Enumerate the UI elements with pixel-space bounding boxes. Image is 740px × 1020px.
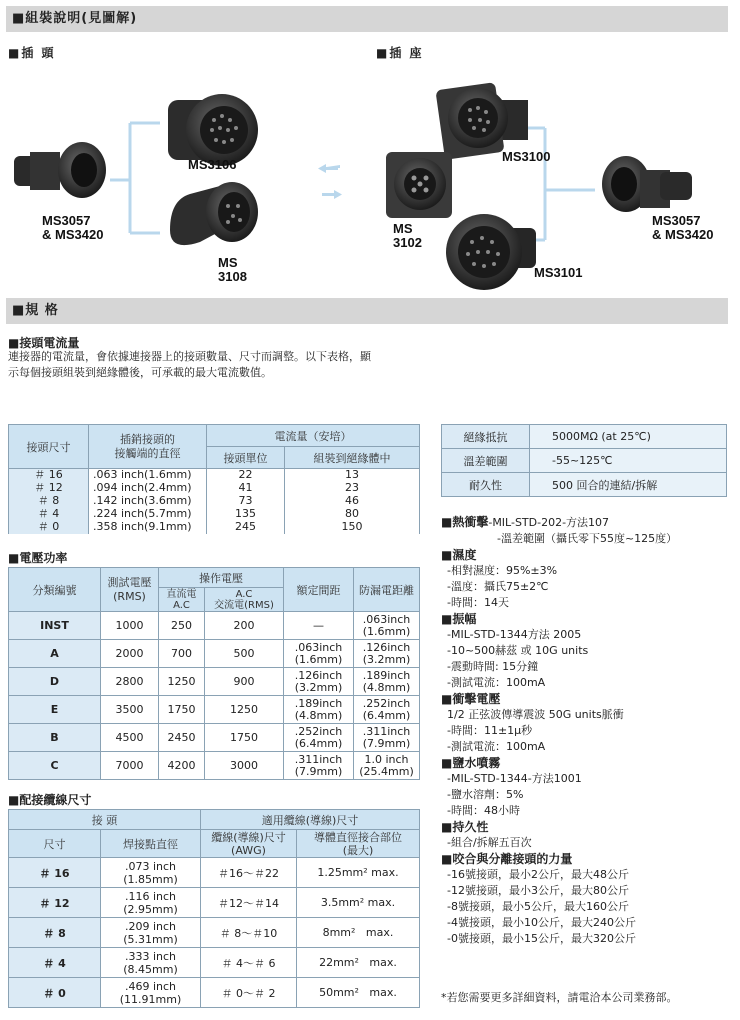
cell-rated: — bbox=[284, 612, 354, 640]
ms3102-image bbox=[386, 152, 452, 218]
cell-rated: .252inch (6.4mm) bbox=[284, 724, 354, 752]
cell-insulated: 46 bbox=[284, 495, 419, 508]
cell-diameter: .063 inch(1.6mm) bbox=[89, 469, 207, 482]
cell-insulated: 23 bbox=[284, 482, 419, 495]
cell-class: INST bbox=[9, 612, 101, 640]
cell-solder: .209 inch (5.31mm) bbox=[101, 918, 201, 948]
wire-row bbox=[9, 888, 420, 918]
col-current: 電流量（安培） bbox=[207, 425, 420, 447]
voltage-row bbox=[9, 640, 420, 668]
col-awg: 纜線(導線)尺寸 (AWG) bbox=[201, 830, 297, 858]
cell-diameter: .224 inch(5.7mm) bbox=[89, 508, 207, 521]
label-ms3108: MS 3108 bbox=[218, 255, 247, 284]
ms3057-left-image bbox=[14, 142, 106, 198]
cell-ac: 1750 bbox=[205, 724, 284, 752]
cell-leak: .126inch (3.2mm) bbox=[354, 640, 420, 668]
voltage-row bbox=[9, 696, 420, 724]
assembly-banner: ■組裝說明(見圖解) bbox=[6, 6, 728, 32]
cell-ac: 1250 bbox=[205, 696, 284, 724]
col-leak: 防漏電距離 bbox=[354, 568, 420, 612]
current-text-1: 連接器的電流量，會依據連接器上的接頭數量、尺寸而調整。以下表格，顯 bbox=[8, 350, 371, 363]
col-unit: 接頭單位 bbox=[207, 447, 285, 469]
col-size: 接頭尺寸 bbox=[9, 425, 89, 469]
label-ms3057-left: MS3057 & MS3420 bbox=[42, 213, 104, 242]
col-class: 分類編號 bbox=[9, 568, 101, 612]
spec-item: -時間：14天 bbox=[447, 596, 509, 609]
cell-wsize: ＃ 12 bbox=[9, 888, 101, 918]
label-ms3102: MS 3102 bbox=[393, 221, 422, 250]
ms3101-image bbox=[446, 214, 536, 290]
voltage-heading: ■電壓功率 bbox=[8, 551, 68, 565]
cell-awg: ＃16～＃22 bbox=[201, 858, 297, 888]
cell-conductor: 3.5mm² max. bbox=[297, 888, 420, 918]
cell-size: ＃ 12 bbox=[9, 482, 89, 495]
cell-unit: 41 bbox=[207, 482, 285, 495]
ms3108-image bbox=[170, 182, 258, 245]
ms3106-image bbox=[168, 94, 258, 166]
spec-item: -測試電流：100mA bbox=[447, 740, 546, 753]
wire-heading: ■配接纜線尺寸 bbox=[8, 793, 92, 807]
property-label: 絕緣抵抗 bbox=[442, 425, 530, 449]
cell-size: ＃ 16 bbox=[9, 469, 89, 482]
cell-conductor: 22mm² max. bbox=[297, 948, 420, 978]
cell-wsize: ＃ 0 bbox=[9, 978, 101, 1008]
cell-class: C bbox=[9, 752, 101, 780]
cell-rated: .063inch (1.6mm) bbox=[284, 640, 354, 668]
cell-dc: 700 bbox=[159, 640, 205, 668]
col-insulated: 組裝到絕緣體中 bbox=[284, 447, 419, 469]
current-row bbox=[9, 495, 420, 508]
cell-class: A bbox=[9, 640, 101, 668]
shock-line bbox=[441, 514, 731, 531]
cell-conductor: 8mm² max. bbox=[297, 918, 420, 948]
current-row bbox=[9, 469, 420, 482]
ms3057-right-image bbox=[602, 156, 692, 212]
property-label: 溫差範圍 bbox=[442, 449, 530, 473]
property-value: 500 回合的連結/拆解 bbox=[530, 473, 727, 497]
cell-leak: .252inch (6.4mm) bbox=[354, 696, 420, 724]
cell-test: 1000 bbox=[101, 612, 159, 640]
spec-group-heading: ■振幅 bbox=[441, 612, 477, 626]
current-row bbox=[9, 508, 420, 521]
cell-awg: ＃ 4～＃ 6 bbox=[201, 948, 297, 978]
cell-test: 4500 bbox=[101, 724, 159, 752]
cell-solder: .333 inch (8.45mm) bbox=[101, 948, 201, 978]
cell-conductor: 1.25mm² max. bbox=[297, 858, 420, 888]
cell-insulated: 13 bbox=[284, 469, 419, 482]
col-wsize: 尺寸 bbox=[9, 830, 101, 858]
spec-group-heading: ■熱衝擊 bbox=[441, 515, 489, 529]
voltage-table bbox=[8, 567, 420, 780]
cell-ac: 3000 bbox=[205, 752, 284, 780]
col-conductor: 導體直徑接合部位 (最大) bbox=[297, 830, 420, 858]
cell-size: ＃ 4 bbox=[9, 508, 89, 521]
spec-group-heading: ■衝擊電壓 bbox=[441, 692, 501, 706]
label-ms3100: MS3100 bbox=[502, 149, 551, 164]
cell-rated: .189inch (4.8mm) bbox=[284, 696, 354, 724]
cell-insulated: 150 bbox=[284, 521, 419, 534]
cell-wsize: ＃ 16 bbox=[9, 858, 101, 888]
property-label: 耐久性 bbox=[442, 473, 530, 497]
spec-item: -時間：48小時 bbox=[447, 804, 520, 817]
cell-diameter: .358 inch(9.1mm) bbox=[89, 521, 207, 534]
spec-item: -震動時間: 15分鐘 bbox=[447, 660, 539, 673]
property-row bbox=[442, 473, 727, 497]
label-ms3057-right: MS3057 & MS3420 bbox=[652, 213, 714, 242]
spec-group-heading: ■咬合與分離接頭的力量 bbox=[441, 852, 573, 866]
spec-item: -溫度：攝氏75±2℃ bbox=[447, 580, 549, 593]
cell-leak: 1.0 inch (25.4mm) bbox=[354, 752, 420, 780]
wire-table bbox=[8, 809, 420, 1008]
cell-wsize: ＃ 4 bbox=[9, 948, 101, 978]
spec-group-heading: ■濕度 bbox=[441, 548, 477, 562]
cell-class: D bbox=[9, 668, 101, 696]
spec-item: -4號接頭，最小10公斤，最大240公斤 bbox=[447, 916, 636, 929]
cell-class: E bbox=[9, 696, 101, 724]
wire-row bbox=[9, 948, 420, 978]
properties-table bbox=[441, 424, 727, 497]
cell-class: B bbox=[9, 724, 101, 752]
cell-dc: 2450 bbox=[159, 724, 205, 752]
cell-test: 7000 bbox=[101, 752, 159, 780]
spec-item: -時間：11±1μ秒 bbox=[447, 724, 533, 737]
spec-item: -相對濕度：95%±3% bbox=[447, 564, 558, 577]
connector-illustration bbox=[0, 60, 740, 290]
label-ms3106: MS3106 bbox=[188, 157, 237, 172]
spec-banner: ■規 格 bbox=[6, 298, 728, 324]
cell-diameter: .094 inch(2.4mm) bbox=[89, 482, 207, 495]
cell-conductor: 50mm² max. bbox=[297, 978, 420, 1008]
col-diameter: 插銷接頭的 接觸端的直徑 bbox=[89, 425, 207, 469]
cell-solder: .073 inch (1.85mm) bbox=[101, 858, 201, 888]
wire-row bbox=[9, 978, 420, 1008]
cell-dc: 1750 bbox=[159, 696, 205, 724]
voltage-row bbox=[9, 724, 420, 752]
voltage-row bbox=[9, 752, 420, 780]
cell-dc: 4200 bbox=[159, 752, 205, 780]
env-spec-list bbox=[441, 514, 731, 947]
wire-row bbox=[9, 858, 420, 888]
col-dc: 直流電 A.C bbox=[159, 588, 205, 612]
col-test: 測試電壓 (RMS) bbox=[101, 568, 159, 612]
spec-item: -MIL-STD-1344方法 2005 bbox=[447, 628, 582, 641]
current-row bbox=[9, 482, 420, 495]
cell-awg: ＃12～＃14 bbox=[201, 888, 297, 918]
current-text-2: 示每個接頭組裝到絕緣體後，可承載的最大電流數值。 bbox=[8, 366, 272, 379]
property-value: 5000MΩ (at 25℃) bbox=[530, 425, 727, 449]
spec-group-heading: ■持久性 bbox=[441, 820, 489, 834]
cell-awg: ＃ 0～＃ 2 bbox=[201, 978, 297, 1008]
voltage-row bbox=[9, 612, 420, 640]
shock-standard: -MIL-STD-202-方法107 bbox=[488, 516, 610, 529]
cell-rated: .126inch (3.2mm) bbox=[284, 668, 354, 696]
spec-item: -0號接頭，最小15公斤，最大320公斤 bbox=[447, 932, 636, 945]
label-ms3101: MS3101 bbox=[534, 265, 583, 280]
plug-heading: ■插 頭 bbox=[8, 46, 56, 60]
cell-test: 2800 bbox=[101, 668, 159, 696]
cell-dc: 250 bbox=[159, 612, 205, 640]
cell-solder: .469 inch (11.91mm) bbox=[101, 978, 201, 1008]
col-ac: A.C 交流電(RMS) bbox=[205, 588, 284, 612]
col-contact: 接 頭 bbox=[9, 810, 201, 830]
cell-awg: ＃ 8～＃10 bbox=[201, 918, 297, 948]
property-row bbox=[442, 449, 727, 473]
cell-leak: .063inch (1.6mm) bbox=[354, 612, 420, 640]
cell-size: ＃ 0 bbox=[9, 521, 89, 534]
col-rated: 額定間距 bbox=[284, 568, 354, 612]
cell-leak: .189inch (4.8mm) bbox=[354, 668, 420, 696]
footer-note: *若您需要更多詳細資料，請電洽本公司業務部。 bbox=[441, 991, 678, 1004]
spec-group-heading: ■鹽水噴霧 bbox=[441, 756, 501, 770]
wire-row bbox=[9, 918, 420, 948]
spec-item: -鹽水溶劑：5% bbox=[447, 788, 524, 801]
cell-unit: 135 bbox=[207, 508, 285, 521]
cell-insulated: 80 bbox=[284, 508, 419, 521]
cell-ac: 200 bbox=[205, 612, 284, 640]
socket-heading: ■插 座 bbox=[376, 46, 424, 60]
cell-unit: 245 bbox=[207, 521, 285, 534]
spec-item: 1/2 正弦波傳導震波 50G units脈衝 bbox=[447, 708, 624, 721]
current-heading: ■接頭電流量 bbox=[8, 336, 80, 350]
spec-item: -測試電流：100mA bbox=[447, 676, 546, 689]
cell-solder: .116 inch (2.95mm) bbox=[101, 888, 201, 918]
cell-ac: 900 bbox=[205, 668, 284, 696]
cell-unit: 73 bbox=[207, 495, 285, 508]
property-row bbox=[442, 425, 727, 449]
current-row bbox=[9, 521, 420, 534]
spec-item: -16號接頭，最小2公斤，最大48公斤 bbox=[447, 868, 629, 881]
col-cable: 適用纜線(導線)尺寸 bbox=[201, 810, 420, 830]
cell-unit: 22 bbox=[207, 469, 285, 482]
cell-diameter: .142 inch(3.6mm) bbox=[89, 495, 207, 508]
cell-dc: 1250 bbox=[159, 668, 205, 696]
cell-ac: 500 bbox=[205, 640, 284, 668]
spec-item: -MIL-STD-1344-方法1001 bbox=[447, 772, 582, 785]
cell-test: 3500 bbox=[101, 696, 159, 724]
spec-item: -10~500赫茲 或 10G units bbox=[447, 644, 589, 657]
cell-test: 2000 bbox=[101, 640, 159, 668]
cell-size: ＃ 8 bbox=[9, 495, 89, 508]
col-solder: 焊接點直徑 bbox=[101, 830, 201, 858]
property-value: -55~125℃ bbox=[530, 449, 727, 473]
col-oper: 操作電壓 bbox=[159, 568, 284, 588]
cell-wsize: ＃ 8 bbox=[9, 918, 101, 948]
spec-item: -組合/拆解五百次 bbox=[447, 836, 532, 849]
cell-leak: .311inch (7.9mm) bbox=[354, 724, 420, 752]
spec-item: -8號接頭，最小5公斤，最大160公斤 bbox=[447, 900, 629, 913]
direction-arrows bbox=[318, 164, 342, 199]
voltage-row bbox=[9, 668, 420, 696]
spec-item: -12號接頭，最小3公斤，最大80公斤 bbox=[447, 884, 629, 897]
current-table bbox=[8, 424, 420, 534]
cell-rated: .311inch (7.9mm) bbox=[284, 752, 354, 780]
shock-range: -溫差範圍（攝氏零下55度~125度） bbox=[497, 532, 678, 545]
